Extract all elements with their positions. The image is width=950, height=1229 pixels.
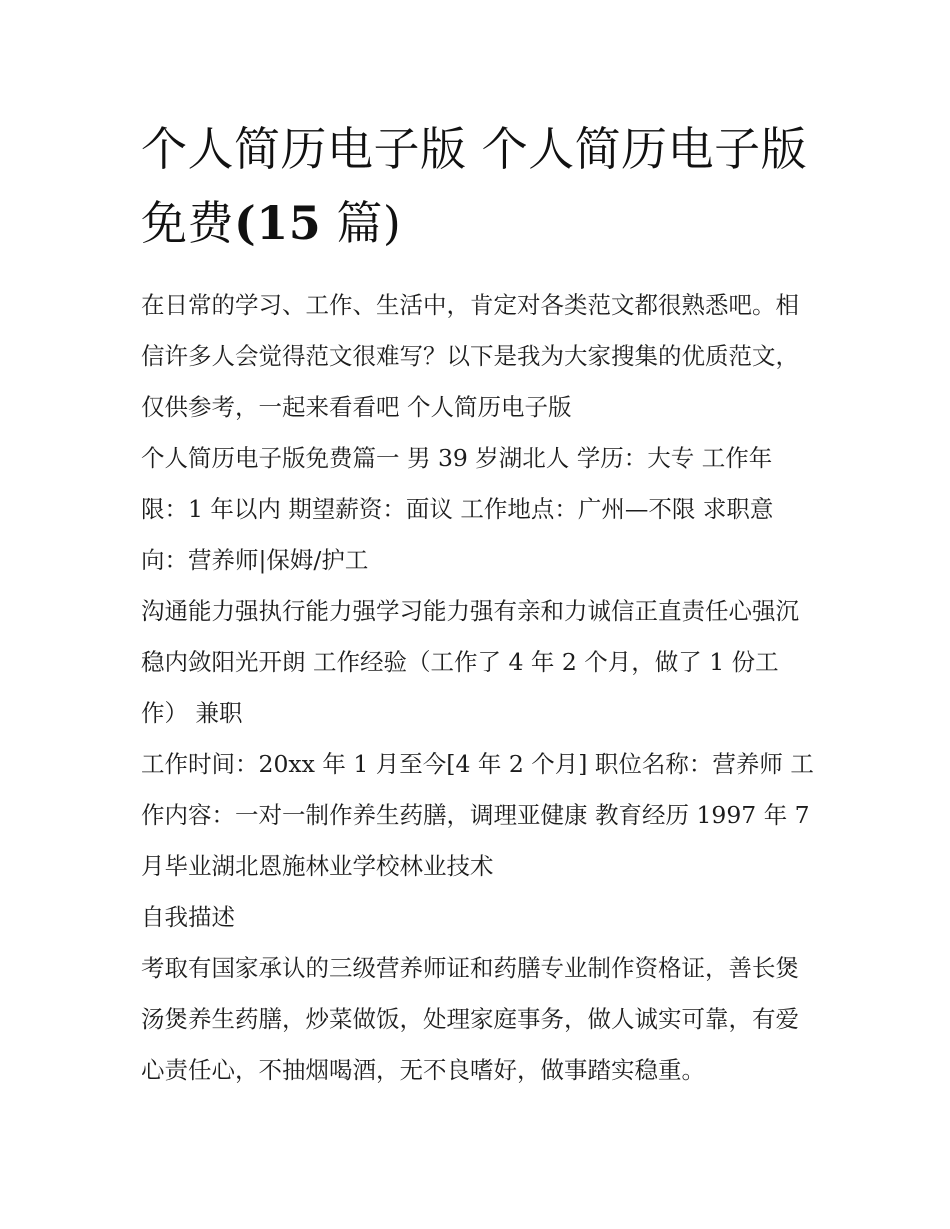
title-suffix: 篇) [321, 196, 402, 250]
document-title [141, 112, 817, 260]
paragraph-experience: 工作时间：20xx 年 1 月至今[4 年 2 个月] 职位名称：营养师 工作内容：一对一制作养生药膳，调理亚健康 教育经历 1997 年 7 月毕业湖北恩施林业学校林业技术 [141, 750, 814, 880]
title-text: 个人简历电子版 个人简历电子版免费 [141, 122, 808, 250]
document-content [141, 112, 817, 1096]
paragraph-intro: 在日常的学习、工作、生活中，肯定对各类范文都很熟悉吧。相信许多人会觉得范文很难写？以下是我为大家搜集的优质范文，仅供参考，一起来看看吧 个人简历电子版 [141, 291, 799, 421]
paragraph-self-description-heading: 自我描述 [141, 903, 235, 931]
paragraph-self-description: 考取有国家承认的三级营养师证和药膳专业制作资格证，善长煲汤煲养生药膳，炒菜做饭，处理家庭事务，做人诚实可靠，有爱心责任心，不抽烟喝酒，无不良嗜好，做事踏实稳重。 [141, 954, 799, 1084]
paragraph-skills: 沟通能力强执行能力强学习能力强有亲和力诚信正直责任心强沉稳内敛阳光开朗 工作经验（工作了 4 年 2 个月，做了 1 份工作） 兼职 [141, 597, 799, 727]
title-count: (15 [234, 196, 322, 250]
paragraph-profile: 个人简历电子版免费篇一 男 39 岁湖北人 学历：大专 工作年限：1 年以内 期望薪资：面议 工作地点：广州—不限 求职意向：营养师|保姆/护工 [141, 444, 774, 574]
